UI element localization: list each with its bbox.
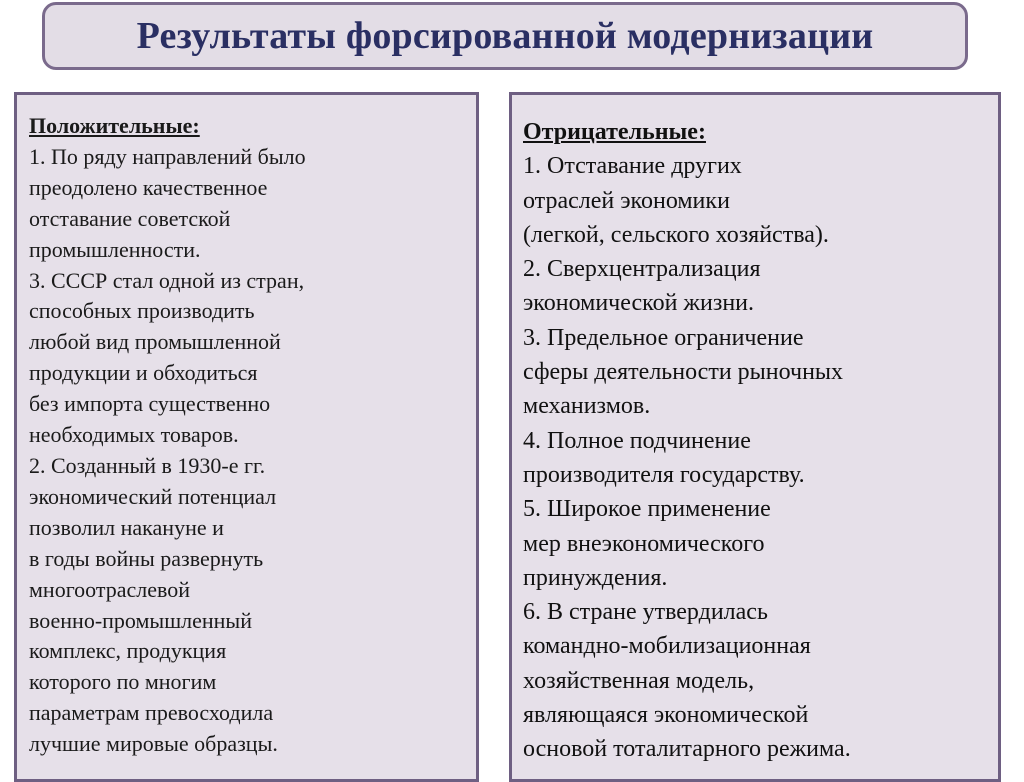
negative-text-line: производителя государству. xyxy=(523,461,805,488)
positive-text-line: 2. Созданный в 1930-е гг. xyxy=(29,452,266,478)
positive-text-line: преодолено качественное xyxy=(29,174,268,200)
negative-text-line: 2. Сверхцентрализация xyxy=(523,256,761,283)
negative-text-line: механизмов. xyxy=(523,393,651,420)
negative-text-line: принуждения. xyxy=(523,564,668,591)
negative-text-line: сферы деятельности рыночных xyxy=(523,359,844,386)
positive-text-line: позволил накануне и xyxy=(29,514,224,540)
negative-text-line: мер внеэкономического xyxy=(523,530,765,557)
negative-text-line: 1. Отставание других xyxy=(523,153,742,180)
positive-text-line: любой вид промышленной xyxy=(29,329,281,355)
negative-heading: Отрицательные: xyxy=(523,119,706,145)
positive-text-line: в годы войны развернуть xyxy=(29,545,264,571)
positive-text-line: экономический потенциал xyxy=(29,483,277,509)
positive-text-line: отставание советской xyxy=(29,205,231,231)
positive-text-line: способных производить xyxy=(29,298,255,324)
negative-text-line: основой тоталитарного режима. xyxy=(523,736,851,763)
title-banner xyxy=(42,2,968,70)
negative-text-line: 6. В стране утвердилась xyxy=(523,599,768,626)
positive-text-line: которого по многим xyxy=(29,669,217,695)
negative-text-line: 4. Полное подчинение xyxy=(523,427,751,454)
negative-text-line: командно-мобилизационная xyxy=(523,633,811,660)
negative-text-line: 5. Широкое применение xyxy=(523,496,771,523)
negative-text-line: отраслей экономики xyxy=(523,187,730,214)
negative-results-panel xyxy=(509,92,1001,782)
positive-text-line: продукции и обходиться xyxy=(29,360,258,386)
positive-heading: Положительные: xyxy=(29,113,200,138)
negative-text-line: являющаяся экономической xyxy=(523,702,809,729)
negative-text-line: хозяйственная модель, xyxy=(523,667,755,694)
positive-text-line: многоотраслевой xyxy=(29,576,191,602)
positive-text-line: без импорта существенно xyxy=(29,391,271,417)
positive-text-line: необходимых товаров. xyxy=(29,422,239,448)
negative-results-content xyxy=(523,115,993,767)
negative-text-line: 3. Предельное ограничение xyxy=(523,324,804,351)
page-title: Результаты форсированной модернизации xyxy=(136,15,874,57)
positive-results-content xyxy=(29,111,469,760)
positive-text-line: промышленности. xyxy=(29,236,201,262)
positive-text-line: параметрам превосходила xyxy=(29,700,274,726)
positive-text-line: лучшие мировые образцы. xyxy=(29,731,278,757)
positive-text-line: 3. СССР стал одной из стран, xyxy=(29,267,305,293)
negative-text-line: экономической жизни. xyxy=(523,290,755,317)
positive-text-line: военно-промышленный xyxy=(29,607,252,633)
positive-text-line: комплекс, продукция xyxy=(29,638,227,664)
positive-results-panel xyxy=(14,92,479,782)
negative-text-line: (легкой, сельского хозяйства). xyxy=(523,221,829,248)
positive-text-line: 1. По ряду направлений было xyxy=(29,143,306,169)
